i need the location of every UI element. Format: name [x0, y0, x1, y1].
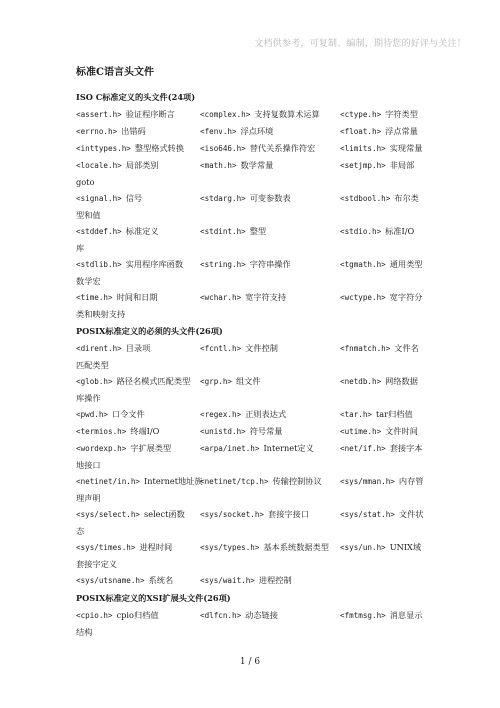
- header-row: [76, 506, 456, 523]
- header-entry: [340, 157, 414, 174]
- header-entry: [200, 190, 291, 207]
- header-file-name: <net/if.h>: [340, 444, 386, 453]
- header-row: [76, 340, 456, 357]
- header-description: 标准I/O: [385, 226, 415, 236]
- header-file-name: <stddef.h>: [76, 227, 122, 236]
- header-description: 进程时间: [139, 542, 173, 552]
- header-row: [76, 106, 456, 123]
- header-entry: [76, 123, 146, 140]
- header-description: 终端I/O: [130, 426, 160, 436]
- header-file-name: <wordexp.h>: [76, 444, 127, 453]
- header-description: cpio归档值: [116, 610, 159, 620]
- header-description: 符号常量: [249, 426, 283, 436]
- header-entry: [200, 340, 278, 357]
- header-file-name: <wchar.h>: [200, 293, 242, 302]
- header-entry: [200, 289, 286, 306]
- header-file-name: <arpa/inet.h>: [200, 444, 260, 453]
- header-file-name: <stdbool.h>: [340, 194, 391, 203]
- header-entry: [340, 106, 418, 123]
- header-file-name: <sys/times.h>: [76, 543, 136, 552]
- header-entry: [200, 440, 314, 457]
- header-entry: [340, 506, 423, 523]
- header-file-name: <signal.h>: [76, 194, 122, 203]
- header-row: [76, 406, 456, 423]
- header-entry: [200, 157, 273, 174]
- continuation-line: 理声明: [76, 493, 101, 503]
- header-file-name: <iso646.h>: [200, 144, 246, 153]
- header-entry: [340, 123, 418, 140]
- header-description: 字符类型: [385, 109, 418, 119]
- header-description: 局部类别: [125, 160, 159, 170]
- header-file-name: <math.h>: [200, 161, 237, 170]
- header-file-name: <stdarg.h>: [200, 194, 246, 203]
- header-file-name: <stdio.h>: [340, 227, 382, 236]
- header-description: 文件名: [394, 343, 419, 353]
- header-file-name: <utime.h>: [340, 427, 382, 436]
- continuation-line: goto: [76, 177, 95, 187]
- header-file-name: <sys/utsname.h>: [76, 576, 145, 585]
- header-description: UNIX域: [389, 542, 422, 552]
- header-description: 整型: [249, 226, 267, 236]
- header-entry: [76, 473, 203, 490]
- header-description: select函数: [144, 509, 185, 519]
- header-description: tar归档值: [376, 409, 413, 419]
- header-entry: [340, 473, 423, 490]
- header-row: [76, 256, 456, 273]
- header-file-name: <sys/types.h>: [200, 543, 260, 552]
- header-row: [76, 373, 456, 390]
- header-entry: [340, 223, 414, 240]
- header-entry: [200, 373, 261, 390]
- continuation-line: 态: [76, 526, 85, 536]
- header-description: 字符串操作: [249, 259, 291, 269]
- section-heading: POSIX标准定义的必须的头文件(26项): [76, 326, 223, 336]
- header-entry: [76, 340, 150, 357]
- header-entry: [200, 473, 322, 490]
- header-file-name: <sys/select.h>: [76, 510, 141, 519]
- header-description: 数学常量: [240, 160, 274, 170]
- header-description: 消息显示: [389, 610, 423, 620]
- header-entry: [76, 256, 183, 273]
- header-entry: [76, 423, 159, 440]
- header-file-name: <limits.h>: [340, 144, 386, 153]
- header-description: 文件时间: [385, 426, 418, 436]
- header-description: 出错码: [121, 126, 146, 136]
- continuation-line: 结构: [76, 627, 93, 637]
- header-entry: [200, 256, 291, 273]
- header-file-name: <fenv.h>: [200, 127, 237, 136]
- section-heading: ISO C标准定义的头文件(24项): [76, 92, 196, 102]
- header-description: 实用程序库函数: [125, 259, 184, 269]
- header-row: [76, 190, 456, 207]
- header-description: Internet定义: [263, 443, 314, 453]
- header-description: 内存管: [398, 476, 424, 486]
- header-description: 布尔类: [394, 193, 419, 203]
- header-entry: [200, 423, 282, 440]
- header-description: 动态链接: [245, 610, 278, 620]
- header-entry: [340, 406, 413, 423]
- header-description: 系统名: [148, 575, 174, 585]
- header-entry: [76, 289, 158, 306]
- header-entry: [340, 539, 421, 556]
- header-file-name: <float.h>: [340, 127, 382, 136]
- header-description: 传输控制协议: [272, 476, 322, 486]
- header-row: [76, 473, 456, 490]
- section-heading: POSIX标准定义的XSI扩展头文件(26项): [76, 593, 231, 603]
- header-entry: [200, 223, 266, 240]
- header-entry: [76, 106, 175, 123]
- page-number: 1 / 6: [239, 657, 261, 667]
- header-entry: [76, 572, 173, 589]
- header-entry: [200, 406, 286, 423]
- header-entry: [200, 140, 315, 157]
- header-file-name: <netdb.h>: [340, 377, 382, 386]
- header-file-name: <inttypes.h>: [76, 144, 131, 153]
- header-entry: [200, 506, 309, 523]
- header-row: [76, 607, 456, 624]
- header-file-name: <assert.h>: [76, 110, 122, 119]
- header-file-name: <fmtmsg.h>: [340, 611, 386, 620]
- header-description: 支持复数算术运算: [254, 109, 320, 119]
- header-file-name: <errno.h>: [76, 127, 118, 136]
- header-row: [76, 123, 456, 140]
- header-file-name: <tgmath.h>: [340, 260, 386, 269]
- continuation-line: 套接字定义: [76, 559, 117, 569]
- header-file-name: <complex.h>: [200, 110, 251, 119]
- header-description: Internet地址族: [144, 476, 203, 486]
- header-file-name: <unistd.h>: [200, 427, 246, 436]
- document-body: [76, 66, 456, 640]
- header-file-name: <dirent.h>: [76, 344, 122, 353]
- header-description: 字扩展类型: [130, 443, 172, 453]
- header-entry: [76, 223, 158, 240]
- header-entry: [200, 607, 278, 624]
- continuation-line: 匹配类型: [76, 360, 109, 370]
- header-description: 组文件: [236, 376, 261, 386]
- header-file-name: <termios.h>: [76, 427, 127, 436]
- header-description: 实现常量: [389, 143, 423, 153]
- header-file-name: <sys/un.h>: [340, 543, 386, 552]
- header-file-name: <dlfcn.h>: [200, 611, 242, 620]
- header-entry: [340, 423, 418, 440]
- header-description: 时间和日期: [116, 292, 158, 302]
- header-entry: [200, 572, 292, 589]
- header-file-name: <stdlib.h>: [76, 260, 122, 269]
- header-row: [76, 140, 456, 157]
- header-file-name: <cpio.h>: [76, 611, 113, 620]
- header-file-name: <ctype.h>: [340, 110, 382, 119]
- header-file-name: <netinet/tcp.h>: [200, 477, 269, 486]
- header-entry: [76, 373, 190, 390]
- header-entry: [200, 123, 273, 140]
- header-file-name: <wctype.h>: [340, 293, 386, 302]
- header-file-name: <sys/wait.h>: [200, 576, 255, 585]
- header-description: 通用类型: [389, 259, 423, 269]
- header-entry: [76, 607, 159, 624]
- header-entry: [340, 289, 422, 306]
- header-row: [76, 157, 456, 174]
- header-description: 进程控制: [258, 575, 292, 585]
- document-title: 标准C语言头文件: [76, 67, 154, 78]
- header-description: 正则表达式: [245, 409, 287, 419]
- header-description: 验证程序断言: [125, 109, 175, 119]
- header-file-name: <regex.h>: [200, 410, 242, 419]
- continuation-line: 型和值: [76, 210, 101, 220]
- header-entry: [340, 607, 422, 624]
- header-description: 信号: [125, 193, 143, 203]
- header-description: 可变参数表: [249, 193, 291, 203]
- header-file-name: <fnmatch.h>: [340, 344, 391, 353]
- header-description: 宽字符支持: [245, 292, 287, 302]
- header-description: 套接字本: [389, 443, 423, 453]
- continuation-line: 库: [76, 243, 85, 253]
- header-description: 标准定义: [125, 226, 159, 236]
- header-entry: [76, 506, 185, 523]
- header-file-name: <string.h>: [200, 260, 246, 269]
- header-row: [76, 423, 456, 440]
- header-file-name: <sys/mman.h>: [340, 477, 395, 486]
- header-entry: [200, 106, 320, 123]
- header-row: [76, 440, 456, 457]
- header-entry: [76, 406, 145, 423]
- header-entry: [76, 190, 142, 207]
- header-description: 浮点常量: [385, 126, 418, 136]
- header-description: 套接字接口: [268, 509, 309, 519]
- continuation-line: 数学宏: [76, 276, 101, 286]
- header-file-name: <pwd.h>: [76, 410, 109, 419]
- header-file-name: <stdint.h>: [200, 227, 246, 236]
- header-file-name: <sys/stat.h>: [340, 510, 395, 519]
- watermark-text: 文档供参考，可复制、编制，期待您的好评与关注！: [254, 39, 466, 49]
- header-row: [76, 223, 456, 240]
- header-file-name: <grp.h>: [200, 377, 233, 386]
- header-file-name: <netinet/in.h>: [76, 477, 141, 486]
- header-entry: [76, 140, 184, 157]
- continuation-line: 地接口: [76, 460, 101, 470]
- header-entry: [340, 340, 419, 357]
- header-description: 宽字符分: [389, 292, 423, 302]
- header-description: 基本系统数据类型: [263, 542, 329, 552]
- header-description: 文件控制: [245, 343, 278, 353]
- header-entry: [340, 190, 419, 207]
- header-description: 浮点环境: [240, 126, 274, 136]
- header-file-name: <locale.h>: [76, 161, 122, 170]
- continuation-line: 类和映射支持: [76, 309, 126, 319]
- header-entry: [340, 140, 422, 157]
- header-description: 文件状: [398, 509, 424, 519]
- header-entry: [200, 539, 329, 556]
- header-description: 网络数据: [385, 376, 418, 386]
- header-row: [76, 572, 456, 589]
- header-entry: [76, 157, 158, 174]
- header-entry: [76, 440, 171, 457]
- header-description: 非局部: [389, 160, 415, 170]
- header-file-name: <glob.h>: [76, 377, 113, 386]
- continuation-line: 库操作: [76, 393, 101, 403]
- header-description: 路径名模式匹配类型: [116, 376, 191, 386]
- header-file-name: <time.h>: [76, 293, 113, 302]
- header-file-name: <sys/socket.h>: [200, 510, 265, 519]
- header-description: 口令文件: [112, 409, 145, 419]
- header-file-name: <tar.h>: [340, 410, 373, 419]
- header-description: 整型格式转换: [134, 143, 185, 153]
- header-file-name: <setjmp.h>: [340, 161, 386, 170]
- header-row: [76, 289, 456, 306]
- header-file-name: <fcntl.h>: [200, 344, 242, 353]
- header-description: 替代关系操作符宏: [249, 143, 316, 153]
- header-entry: [340, 256, 422, 273]
- header-entry: [76, 539, 172, 556]
- header-row: [76, 539, 456, 556]
- header-description: 目录项: [125, 343, 151, 353]
- header-entry: [340, 373, 418, 390]
- header-entry: [340, 440, 422, 457]
